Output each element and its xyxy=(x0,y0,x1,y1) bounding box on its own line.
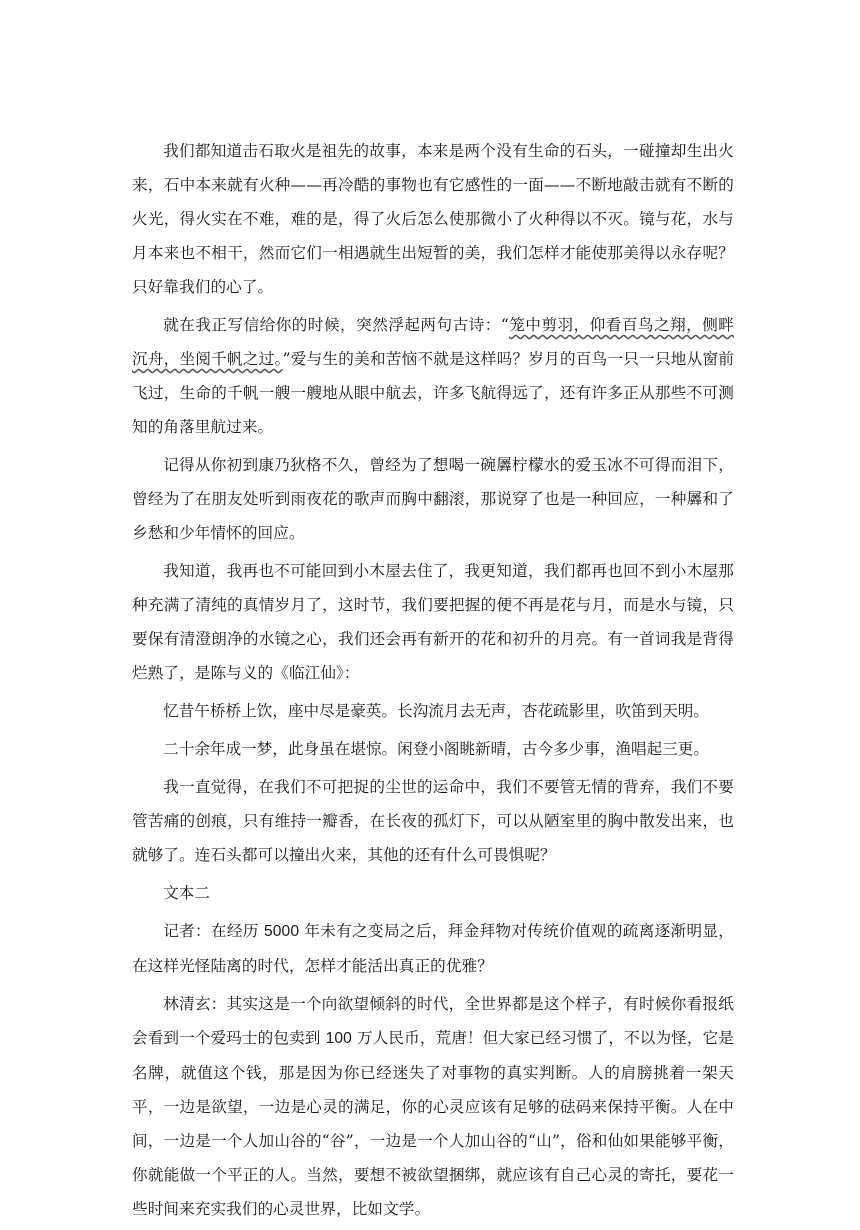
reporter-question-tail: 年未有之变局之后，拜金拜物对传统价值观的疏离逐渐明显，在这样光怪陆离的时代，怎样才能活出真正的优雅？ xyxy=(132,922,734,975)
paragraph-ancient-poem xyxy=(132,308,734,444)
section-heading-text2: 文本二 xyxy=(163,884,210,902)
lin-answer-tail: 万人民币，荒唐！但大家已经习惯了，不以为怪，它是名牌，就值这个钱，那是因为你已经迷失了对事物的真实判断。人的肩膀挑着一架天平，一边是欲望，一边是心灵的满足，你的心灵应该有足够的砝码来保持平衡。人在中间，一边是一个人加山谷的“谷”，一边是一个人加山谷的“山”，俗和仙如果能够平衡，你就能做一个平正的人。当然，要想不被欲望捆绑，就应该有自己心灵的寄托，要花一些时间来充实我们的心灵世界，比如文学。 xyxy=(132,1029,734,1218)
document-body xyxy=(132,134,734,1230)
poem-line-2: 二十余年成一梦，此身虽在堪惊。闲登小阁眺新晴，古今多少事，渔唱起三更。 xyxy=(163,740,709,758)
lin-answer-lead: 林清玄：其实这是一个向欲望倾斜的时代，全世界都是这个样子，有时候你看报纸会看到一个爱玛士的包卖到 xyxy=(132,995,734,1047)
paragraph-ancient-poem-lead: 就在我正写信给你的时候，突然浮起两句古诗：“ xyxy=(163,316,509,334)
poem-line-1: 忆昔午桥桥上饮，座中尽是豪英。长沟流月去无声，杏花疏影里，吹笛到天明。 xyxy=(163,702,709,720)
paragraph-incense: 我一直觉得，在我们不可把捉的尘世的运命中，我们不要管无情的背弃，我们不要管苦痛的创痕，只有维持一瓣香，在长夜的孤灯下，可以从陋室里的胸中散发出来，也就够了。连石头都可以撞出火来，其他的还有什么可畏惧呢？ xyxy=(132,778,734,864)
lin-answer-number: 100 xyxy=(325,1030,352,1047)
reporter-question-lead: 记者：在经历 xyxy=(163,922,264,940)
paragraph-ancient-poem-tail: ”爱与生的美和苦恼不就是这样吗？岁月的百鸟一只一只地从窗前飞过，生命的千帆一艘一艘地从眼中航去，许多飞航得远了，还有许多正从那些不可测知的角落里航过来。 xyxy=(132,350,735,436)
paragraph-wooden-house: 我知道，我再也不可能回到小木屋去住了，我更知道，我们都再也回不到小木屋那种充满了清纯的真情岁月了，这时节，我们要把握的便不再是花与月，而是水与镜，只要保有清澄朗净的水镜之心，我们还会再有新开的花和初升的月亮。有一首词我是背得烂熟了，是陈与义的《临江仙》： xyxy=(132,562,734,682)
reporter-question-number: 5000 xyxy=(264,923,300,940)
paragraph-connecticut: 记得从你初到康乃狄格不久，曾经为了想喝一碗羼柠檬水的爱玉冰不可得而泪下，曾经为了在朋友处听到雨夜花的歌声而胸中翻滚，那说穿了也是一种回应，一种羼和了乡愁和少年情怀的回应。 xyxy=(132,456,734,542)
underlined-poem-quote: 笼中剪羽，仰看百鸟之翔，侧畔沉舟，坐阅千帆之过。 xyxy=(132,316,734,368)
paragraph-fire-stone: 我们都知道击石取火是祖先的故事，本来是两个没有生命的石头，一碰撞却生出火来，石中本来就有火种——再冷酷的事物也有它感性的一面——不断地敲击就有不断的火光，得火实在不难，难的是，得了火后怎么使那微小了火种得以不灭。镜与花，水与月本来也不相干，然而它们一相遇就生出短暂的美，我们怎样才能使那美得以永存呢？只好靠我们的心了。 xyxy=(132,142,734,296)
paragraph-reporter-question xyxy=(132,914,734,983)
paragraph-lin-answer xyxy=(132,987,734,1226)
